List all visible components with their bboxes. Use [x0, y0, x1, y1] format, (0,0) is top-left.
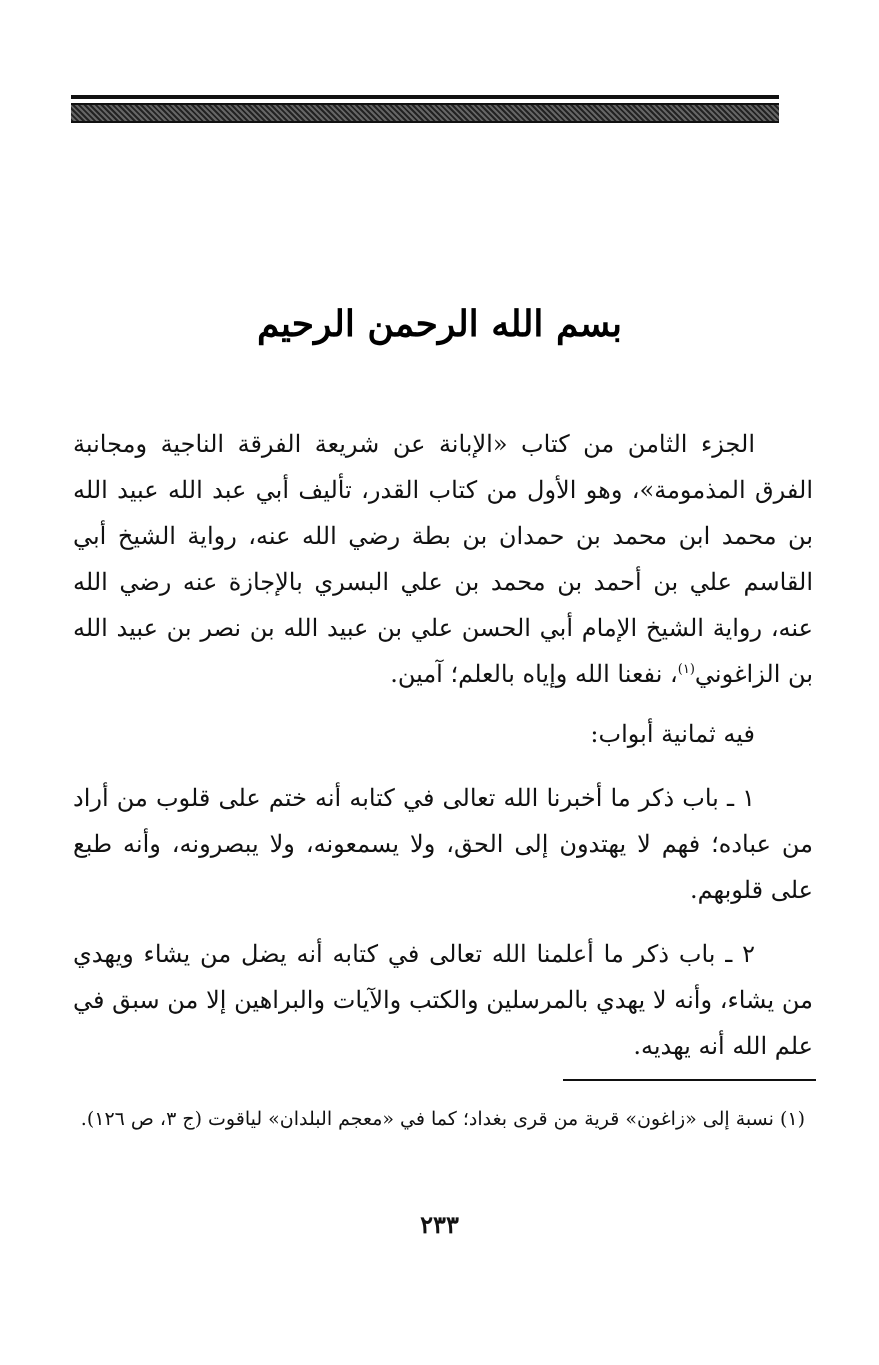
header-thick-band [71, 103, 779, 123]
intro-text: الجزء الثامن من كتاب «الإبانة عن شريعة الفرقة الناجية ومجانبة الفرق المذمومة»، وهو الأول من كتاب القدر، تأليف أبي عبد الله عبيد الله بن محمد ابن محمد بن حمدان بن بطة رضي الله عنه، رواية الشيخ أبي القاسم علي بن أحمد بن محمد بن علي البسري بالإجازة عنه رضي الله عنه، رواية الشيخ الإمام أبي الحسن علي بن عبيد الله بن نصر بن عبيد الله بن الزاغوني [73, 430, 813, 688]
page-number: ٢٣٣ [420, 1210, 459, 1239]
header-thin-line [71, 95, 779, 99]
chapter-item-2: ٢ ـ باب ذكر ما أعلمنا الله تعالى في كتابه أنه يضل من يشاء ويهدي من يشاء، وأنه لا يهدي بالمرسلين والكتب والآيات والبراهين إلا من سبق في علم الله أنه يهديه. [73, 940, 813, 1060]
chapter-item-1: ١ ـ باب ذكر ما أخبرنا الله تعالى في كتابه أنه ختم على قلوب من أراد من عباده؛ فهم لا يهتدون إلى الحق، ولا يسمعونه، ولا يبصرونه، وأنه طبع على قلوبهم. [73, 784, 813, 904]
header-ornamental-rule [71, 95, 779, 123]
footnote-marker: (١) [677, 662, 695, 677]
intro-tail-text: ، نفعنا الله وإياه بالعلم؛ آمين. [390, 660, 678, 688]
basmala-heading: بسم الله الرحمن الرحيم [256, 303, 623, 345]
chapters-heading: فيه ثمانية أبواب: [590, 720, 755, 748]
footnote-block [73, 1101, 813, 1137]
footnote-1: (١) نسبة إلى «زاغون» قرية من قرى بغداد؛ كما في «معجم البلدان» لياقوت (ج ٣، ص ١٢٦). [80, 1108, 805, 1130]
intro-paragraph [73, 421, 813, 697]
main-text-block [73, 421, 813, 1069]
footnote-separator [563, 1079, 816, 1081]
